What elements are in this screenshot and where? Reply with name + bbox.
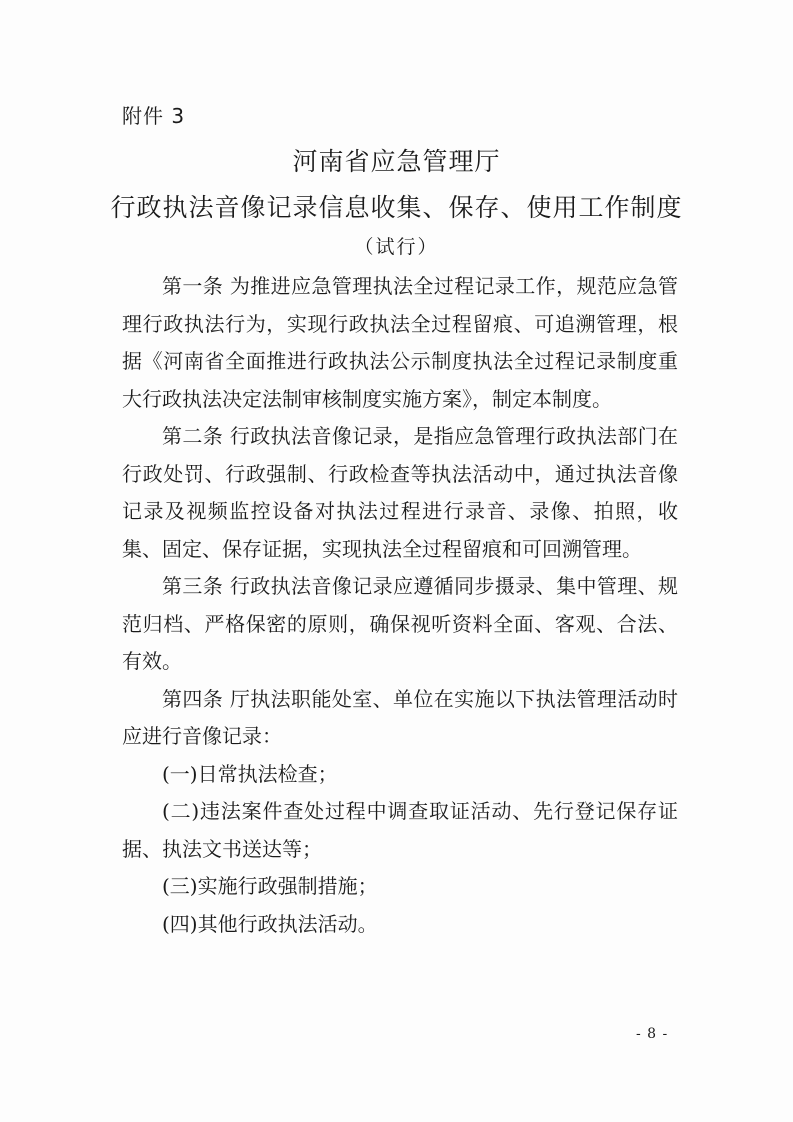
document-title-line1: 河南省应急管理厅 xyxy=(292,147,501,176)
list-item: (三)实施行政强制措施； xyxy=(162,874,378,898)
article-2: 第二条 行政执法音像记录，是指应急管理行政执法部门在行政处罚、行政强制、行政检查等执法活动中，通过执法音像记录及视频监控设备对执法过程进行录音、录像、拍照，收集、固定、保存证据，实现执法全过程留痕和可回溯管理。 xyxy=(122,424,678,561)
article-4: 第四条 厅执法职能处室、单位在实施以下执法管理活动时应进行音像记录： xyxy=(122,686,678,748)
document-title-line2: 行政执法音像记录信息收集、保存、使用工作制度 xyxy=(110,193,683,222)
document-subtitle: （试行） xyxy=(354,236,439,258)
list-item: (一)日常执法检查； xyxy=(162,761,338,786)
attachment-label: 附件 3 xyxy=(122,104,186,128)
page-number: - 8 - xyxy=(636,1026,669,1042)
article-3: 第三条 行政执法音像记录应遵循同步摄录、集中管理、规范归档、严格保密的原则，确保视听资料全面、客观、合法、有效。 xyxy=(122,574,678,673)
article-1: 第一条 为推进应急管理执法全过程记录工作，规范应急管理行政执法行为，实现行政执法全过程留痕、可追溯管理，根据《河南省全面推进行政执法公示制度执法全过程记录制度重大行政执法决定法制审核制度实施方案》，制定本制度。 xyxy=(122,274,678,411)
document-body xyxy=(122,268,678,943)
list-item: (四)其他行政执法活动。 xyxy=(162,911,378,936)
list-item: (二)违法案件查处过程中调查取证活动、先行登记保存证据、执法文书送达等； xyxy=(122,799,678,861)
